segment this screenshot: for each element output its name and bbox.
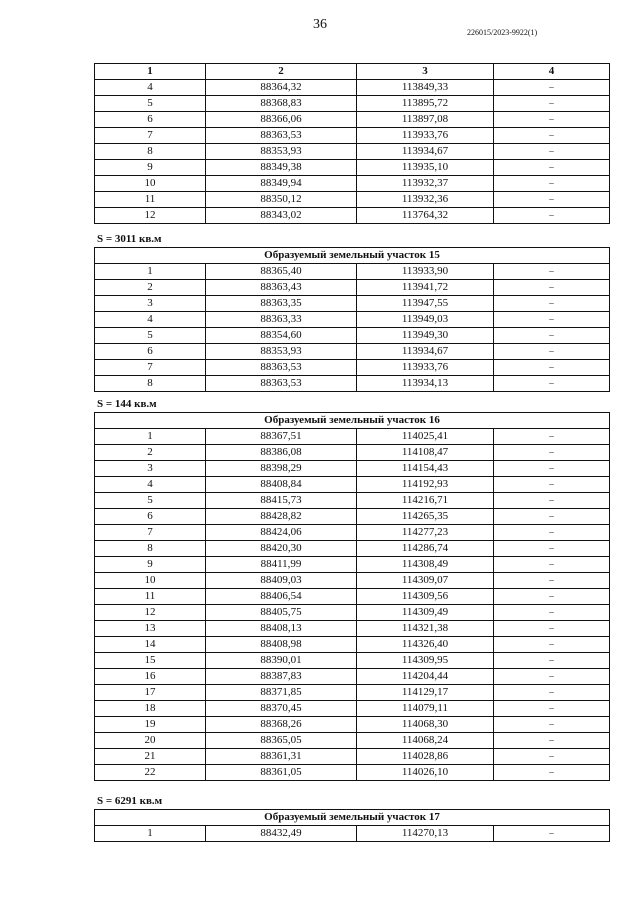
point-number-cell: 1: [95, 826, 206, 842]
table-row: [95, 685, 610, 701]
table-row: [95, 160, 610, 176]
x-coordinate-cell: 88364,32: [206, 80, 357, 96]
point-number-cell: 11: [95, 589, 206, 605]
point-number-cell: 9: [95, 160, 206, 176]
point-number-cell: 4: [95, 477, 206, 493]
point-number-cell: 7: [95, 128, 206, 144]
table-body: [95, 64, 610, 224]
point-number-cell: 17: [95, 685, 206, 701]
y-coordinate-cell: 113895,72: [357, 96, 494, 112]
section-title: Образуемый земельный участок 17: [95, 810, 610, 826]
table-row: [95, 296, 610, 312]
remark-cell: –: [494, 360, 610, 376]
table-row: [95, 280, 610, 296]
table-row: [95, 621, 610, 637]
remark-cell: –: [494, 429, 610, 445]
point-number-cell: 11: [95, 192, 206, 208]
y-coordinate-cell: 113934,13: [357, 376, 494, 392]
column-header: 4: [494, 64, 610, 80]
table-row: [95, 826, 610, 842]
x-coordinate-cell: 88363,33: [206, 312, 357, 328]
point-number-cell: 19: [95, 717, 206, 733]
x-coordinate-cell: 88406,54: [206, 589, 357, 605]
y-coordinate-cell: 114286,74: [357, 541, 494, 557]
y-coordinate-cell: 114129,17: [357, 685, 494, 701]
remark-cell: –: [494, 557, 610, 573]
y-coordinate-cell: 114309,49: [357, 605, 494, 621]
column-header: 1: [95, 64, 206, 80]
remark-cell: –: [494, 445, 610, 461]
table-row: [95, 344, 610, 360]
table-row: [95, 461, 610, 477]
table-row: [95, 525, 610, 541]
x-coordinate-cell: 88363,43: [206, 280, 357, 296]
table-row: [95, 360, 610, 376]
y-coordinate-cell: 114108,47: [357, 445, 494, 461]
table-row: [95, 701, 610, 717]
remark-cell: –: [494, 733, 610, 749]
remark-cell: –: [494, 509, 610, 525]
remark-cell: –: [494, 605, 610, 621]
x-coordinate-cell: 88415,73: [206, 493, 357, 509]
table-body: [95, 810, 610, 842]
table-row: [95, 192, 610, 208]
y-coordinate-cell: 114154,43: [357, 461, 494, 477]
y-coordinate-cell: 113849,33: [357, 80, 494, 96]
remark-cell: –: [494, 344, 610, 360]
table-row: [95, 605, 610, 621]
coordinates-table-continued: [94, 63, 610, 224]
x-coordinate-cell: 88353,93: [206, 144, 357, 160]
table-row: [95, 176, 610, 192]
remark-cell: –: [494, 541, 610, 557]
remark-cell: –: [494, 573, 610, 589]
remark-cell: –: [494, 312, 610, 328]
column-header: 3: [357, 64, 494, 80]
remark-cell: –: [494, 525, 610, 541]
table-row: [95, 208, 610, 224]
remark-cell: –: [494, 653, 610, 669]
x-coordinate-cell: 88363,53: [206, 128, 357, 144]
point-number-cell: 21: [95, 749, 206, 765]
table-row: [95, 328, 610, 344]
area-label: S = 3011 кв.м: [97, 233, 162, 245]
remark-cell: –: [494, 264, 610, 280]
remark-cell: –: [494, 701, 610, 717]
point-number-cell: 2: [95, 445, 206, 461]
point-number-cell: 5: [95, 493, 206, 509]
x-coordinate-cell: 88361,31: [206, 749, 357, 765]
remark-cell: –: [494, 826, 610, 842]
point-number-cell: 22: [95, 765, 206, 781]
y-coordinate-cell: 114192,93: [357, 477, 494, 493]
remark-cell: –: [494, 669, 610, 685]
table-body: [95, 413, 610, 781]
remark-cell: –: [494, 749, 610, 765]
point-number-cell: 9: [95, 557, 206, 573]
table-row: [95, 509, 610, 525]
point-number-cell: 1: [95, 264, 206, 280]
point-number-cell: 15: [95, 653, 206, 669]
x-coordinate-cell: 88363,53: [206, 376, 357, 392]
table-row: [95, 264, 610, 280]
table-body: [95, 248, 610, 392]
remark-cell: –: [494, 685, 610, 701]
x-coordinate-cell: 88368,26: [206, 717, 357, 733]
table-row: [95, 312, 610, 328]
point-number-cell: 4: [95, 312, 206, 328]
y-coordinate-cell: 114025,41: [357, 429, 494, 445]
x-coordinate-cell: 88386,08: [206, 445, 357, 461]
remark-cell: –: [494, 208, 610, 224]
table-row: [95, 589, 610, 605]
x-coordinate-cell: 88371,85: [206, 685, 357, 701]
remark-cell: –: [494, 637, 610, 653]
land-plot-16-table: [94, 412, 610, 781]
x-coordinate-cell: 88368,83: [206, 96, 357, 112]
y-coordinate-cell: 114204,44: [357, 669, 494, 685]
table-row: [95, 429, 610, 445]
y-coordinate-cell: 114026,10: [357, 765, 494, 781]
y-coordinate-cell: 113941,72: [357, 280, 494, 296]
y-coordinate-cell: 113935,10: [357, 160, 494, 176]
y-coordinate-cell: 114326,40: [357, 637, 494, 653]
y-coordinate-cell: 113934,67: [357, 144, 494, 160]
remark-cell: –: [494, 461, 610, 477]
remark-cell: –: [494, 589, 610, 605]
remark-cell: –: [494, 96, 610, 112]
table-row: [95, 128, 610, 144]
x-coordinate-cell: 88420,30: [206, 541, 357, 557]
x-coordinate-cell: 88363,53: [206, 360, 357, 376]
point-number-cell: 12: [95, 605, 206, 621]
table-row: [95, 557, 610, 573]
column-header-row: [95, 64, 610, 80]
y-coordinate-cell: 114068,24: [357, 733, 494, 749]
y-coordinate-cell: 113947,55: [357, 296, 494, 312]
column-header: 2: [206, 64, 357, 80]
x-coordinate-cell: 88353,93: [206, 344, 357, 360]
y-coordinate-cell: 114277,23: [357, 525, 494, 541]
x-coordinate-cell: 88350,12: [206, 192, 357, 208]
section-title-row: [95, 248, 610, 264]
remark-cell: –: [494, 176, 610, 192]
point-number-cell: 4: [95, 80, 206, 96]
remark-cell: –: [494, 160, 610, 176]
table-row: [95, 717, 610, 733]
remark-cell: –: [494, 717, 610, 733]
table-row: [95, 112, 610, 128]
point-number-cell: 1: [95, 429, 206, 445]
remark-cell: –: [494, 328, 610, 344]
y-coordinate-cell: 114309,07: [357, 573, 494, 589]
x-coordinate-cell: 88349,38: [206, 160, 357, 176]
table-row: [95, 749, 610, 765]
remark-cell: –: [494, 296, 610, 312]
point-number-cell: 16: [95, 669, 206, 685]
y-coordinate-cell: 113934,67: [357, 344, 494, 360]
point-number-cell: 7: [95, 360, 206, 376]
x-coordinate-cell: 88408,13: [206, 621, 357, 637]
x-coordinate-cell: 88428,82: [206, 509, 357, 525]
table-row: [95, 765, 610, 781]
point-number-cell: 6: [95, 344, 206, 360]
y-coordinate-cell: 114270,13: [357, 826, 494, 842]
x-coordinate-cell: 88411,99: [206, 557, 357, 573]
point-number-cell: 6: [95, 509, 206, 525]
x-coordinate-cell: 88390,01: [206, 653, 357, 669]
x-coordinate-cell: 88408,98: [206, 637, 357, 653]
y-coordinate-cell: 114265,35: [357, 509, 494, 525]
y-coordinate-cell: 113932,36: [357, 192, 494, 208]
point-number-cell: 10: [95, 176, 206, 192]
y-coordinate-cell: 114309,56: [357, 589, 494, 605]
table-row: [95, 96, 610, 112]
remark-cell: –: [494, 280, 610, 296]
x-coordinate-cell: 88361,05: [206, 765, 357, 781]
remark-cell: –: [494, 376, 610, 392]
x-coordinate-cell: 88432,49: [206, 826, 357, 842]
remark-cell: –: [494, 765, 610, 781]
remark-cell: –: [494, 493, 610, 509]
remark-cell: –: [494, 112, 610, 128]
y-coordinate-cell: 114321,38: [357, 621, 494, 637]
table-row: [95, 653, 610, 669]
section-title: Образуемый земельный участок 15: [95, 248, 610, 264]
table-row: [95, 144, 610, 160]
x-coordinate-cell: 88354,60: [206, 328, 357, 344]
x-coordinate-cell: 88408,84: [206, 477, 357, 493]
point-number-cell: 10: [95, 573, 206, 589]
x-coordinate-cell: 88405,75: [206, 605, 357, 621]
table-row: [95, 376, 610, 392]
table-row: [95, 573, 610, 589]
point-number-cell: 5: [95, 96, 206, 112]
y-coordinate-cell: 114216,71: [357, 493, 494, 509]
x-coordinate-cell: 88366,06: [206, 112, 357, 128]
table-row: [95, 80, 610, 96]
y-coordinate-cell: 113933,76: [357, 360, 494, 376]
y-coordinate-cell: 114079,11: [357, 701, 494, 717]
point-number-cell: 18: [95, 701, 206, 717]
remark-cell: –: [494, 477, 610, 493]
y-coordinate-cell: 113949,30: [357, 328, 494, 344]
y-coordinate-cell: 114308,49: [357, 557, 494, 573]
y-coordinate-cell: 113932,37: [357, 176, 494, 192]
section-title-row: [95, 810, 610, 826]
point-number-cell: 8: [95, 144, 206, 160]
x-coordinate-cell: 88409,03: [206, 573, 357, 589]
section-title: Образуемый земельный участок 16: [95, 413, 610, 429]
y-coordinate-cell: 114068,30: [357, 717, 494, 733]
section-title-row: [95, 413, 610, 429]
y-coordinate-cell: 114309,95: [357, 653, 494, 669]
remark-cell: –: [494, 128, 610, 144]
y-coordinate-cell: 113764,32: [357, 208, 494, 224]
table-row: [95, 669, 610, 685]
x-coordinate-cell: 88365,05: [206, 733, 357, 749]
point-number-cell: 6: [95, 112, 206, 128]
x-coordinate-cell: 88343,02: [206, 208, 357, 224]
remark-cell: –: [494, 144, 610, 160]
area-label: S = 6291 кв.м: [97, 795, 163, 807]
point-number-cell: 8: [95, 541, 206, 557]
table-row: [95, 493, 610, 509]
table-row: [95, 445, 610, 461]
x-coordinate-cell: 88367,51: [206, 429, 357, 445]
x-coordinate-cell: 88387,83: [206, 669, 357, 685]
y-coordinate-cell: 113897,08: [357, 112, 494, 128]
y-coordinate-cell: 114028,86: [357, 749, 494, 765]
table-row: [95, 477, 610, 493]
land-plot-15-table: [94, 247, 610, 392]
point-number-cell: 2: [95, 280, 206, 296]
point-number-cell: 8: [95, 376, 206, 392]
table-row: [95, 733, 610, 749]
y-coordinate-cell: 113933,90: [357, 264, 494, 280]
point-number-cell: 3: [95, 296, 206, 312]
page-number: 36: [313, 17, 327, 32]
x-coordinate-cell: 88365,40: [206, 264, 357, 280]
point-number-cell: 7: [95, 525, 206, 541]
point-number-cell: 13: [95, 621, 206, 637]
table-row: [95, 637, 610, 653]
x-coordinate-cell: 88424,06: [206, 525, 357, 541]
y-coordinate-cell: 113949,03: [357, 312, 494, 328]
x-coordinate-cell: 88349,94: [206, 176, 357, 192]
point-number-cell: 3: [95, 461, 206, 477]
area-label: S = 144 кв.м: [97, 398, 157, 410]
point-number-cell: 5: [95, 328, 206, 344]
remark-cell: –: [494, 80, 610, 96]
remark-cell: –: [494, 621, 610, 637]
table-row: [95, 541, 610, 557]
point-number-cell: 12: [95, 208, 206, 224]
document-number: 226015/2023-9922(1): [467, 28, 538, 37]
land-plot-17-table: [94, 809, 610, 842]
point-number-cell: 20: [95, 733, 206, 749]
y-coordinate-cell: 113933,76: [357, 128, 494, 144]
point-number-cell: 14: [95, 637, 206, 653]
x-coordinate-cell: 88370,45: [206, 701, 357, 717]
x-coordinate-cell: 88398,29: [206, 461, 357, 477]
remark-cell: –: [494, 192, 610, 208]
x-coordinate-cell: 88363,35: [206, 296, 357, 312]
